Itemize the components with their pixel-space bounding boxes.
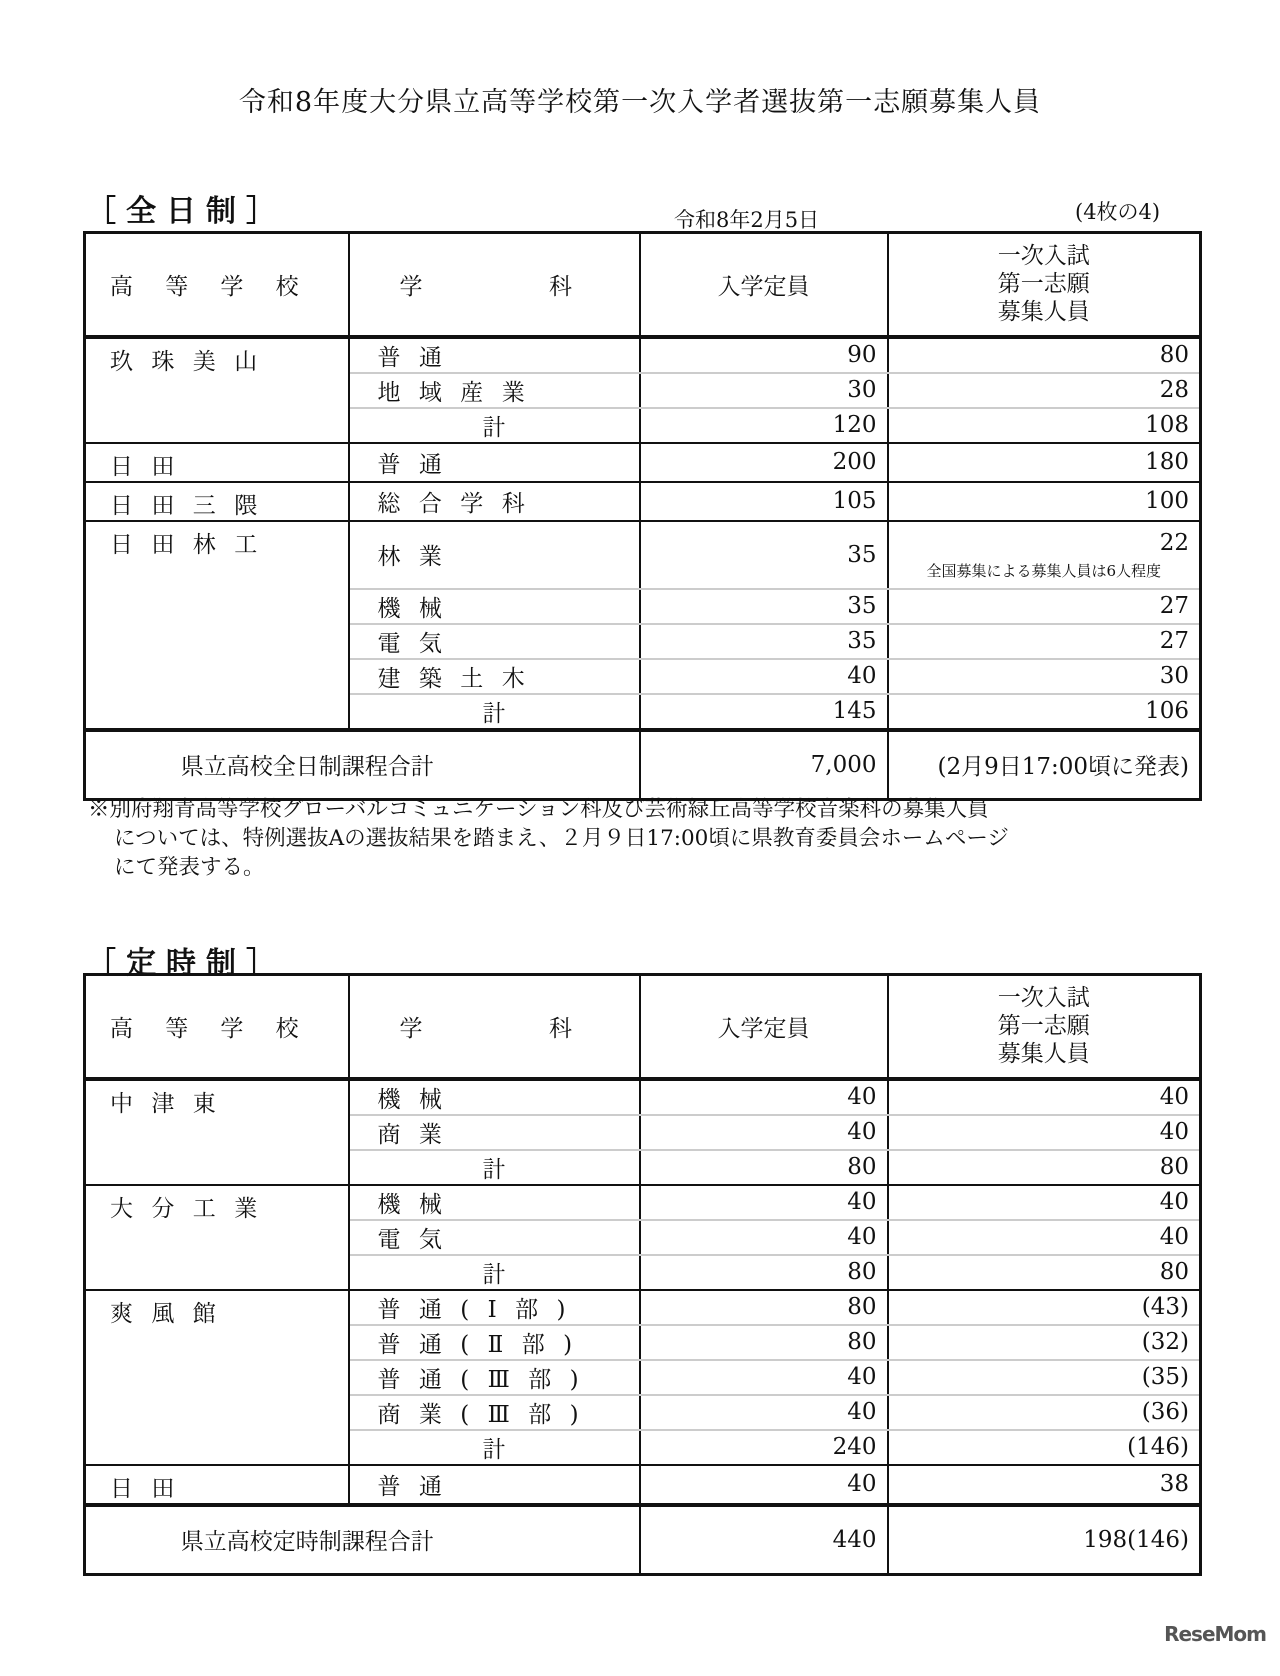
school-name: 玖珠美山 — [110, 348, 276, 375]
recruit-cell — [888, 1465, 1201, 1505]
header-recruit — [888, 233, 1201, 337]
recruit-value: 28 — [1159, 377, 1189, 403]
capacity-value: 40 — [640, 1360, 888, 1395]
table-row — [85, 1465, 1201, 1505]
recruit-cell — [888, 1325, 1201, 1360]
document-date: 令和8年2月5日 — [674, 208, 820, 232]
header-row — [85, 975, 1201, 1079]
subject-name: 普通 — [377, 451, 461, 478]
subject-name: 総合学科 — [377, 490, 544, 517]
recruit-value: 106 — [1145, 698, 1189, 724]
subject-name: 機械 — [377, 1191, 461, 1218]
subject-name: 建築土木 — [377, 665, 544, 692]
part-time-heading: ［定時制］ — [86, 946, 286, 981]
school-name: 日田三隈 — [110, 492, 276, 519]
recruit-cell — [888, 408, 1201, 443]
header-school — [85, 233, 349, 337]
subject-name: 林業 — [377, 544, 461, 570]
recruit-value: 27 — [1159, 628, 1189, 654]
recruit-value: 22 — [1159, 530, 1189, 556]
subject-name: 電気 — [377, 1226, 461, 1253]
recruit-value: (32) — [1141, 1329, 1189, 1355]
school-name-cell — [85, 443, 349, 482]
capacity-value: 105 — [640, 482, 888, 521]
header-recruit-line: 募集人員 — [997, 299, 1090, 326]
school-name-cell — [85, 1079, 349, 1185]
recruit-cell — [888, 337, 1201, 373]
recruit-value: 80 — [1159, 1154, 1189, 1180]
recruit-value: (146) — [1127, 1434, 1189, 1460]
recruit-value: (35) — [1141, 1364, 1189, 1390]
subject-cell — [349, 373, 640, 408]
header-recruit-line: 第一志願 — [997, 1013, 1090, 1040]
header-capacity: 入学定員 — [640, 975, 888, 1079]
recruit-value: 38 — [1159, 1471, 1189, 1497]
subject-cell — [349, 1079, 640, 1115]
header-school — [85, 975, 349, 1079]
subject-cell — [349, 694, 640, 730]
subject-name: 機械 — [377, 1086, 461, 1113]
recruit-cell — [888, 1079, 1201, 1115]
school-name-cell — [85, 482, 349, 521]
school-name: 爽風館 — [110, 1300, 235, 1327]
recruit-cell — [888, 1395, 1201, 1430]
header-school-label: 高等学校 — [110, 273, 331, 300]
subject-name: 地域産業 — [377, 379, 544, 406]
subject-name: 普通 — [377, 344, 461, 371]
full-time-heading: ［全日制］ — [86, 194, 286, 229]
school-name: 日田 — [110, 1475, 193, 1502]
recruit-cell — [888, 1185, 1201, 1220]
subject-name: 商業 — [377, 1121, 461, 1148]
header-subject — [349, 975, 699, 1079]
grand-total-row — [85, 730, 1201, 800]
recruit-cell — [888, 1255, 1201, 1290]
subject-name: 普通(Ⅱ部) — [377, 1331, 591, 1358]
recruit-cell — [888, 1150, 1201, 1185]
school-name-cell — [85, 521, 349, 730]
school-name: 日田林工 — [110, 531, 276, 558]
capacity-value: 80 — [640, 1290, 888, 1325]
footnote-line: については、特例選抜Aの選抜結果を踏まえ、２月９日17:00頃に県教育委員会ホームページ — [114, 826, 1009, 851]
subject-cell — [349, 443, 640, 482]
capacity-value: 40 — [640, 1465, 888, 1505]
grand-total-label: 県立高校定時制課程合計 — [85, 1505, 640, 1575]
full-time-table — [83, 231, 1202, 801]
table-row — [85, 1290, 1201, 1325]
capacity-value: 80 — [640, 1150, 888, 1185]
recruit-value: 40 — [1159, 1224, 1189, 1250]
recruit-cell — [888, 659, 1201, 694]
resemom-logo: ReseMom — [1164, 1622, 1266, 1646]
table-row — [85, 482, 1201, 521]
capacity-value: 40 — [640, 1079, 888, 1115]
recruit-cell — [888, 589, 1201, 624]
subject-name: 電気 — [377, 630, 461, 657]
subject-cell — [349, 1220, 640, 1255]
part-time-table — [83, 973, 1202, 1576]
recruit-cell — [888, 1430, 1201, 1465]
header-school-label: 高等学校 — [110, 1015, 331, 1042]
table-row — [85, 443, 1201, 482]
footnote-line: にて発表する。 — [114, 855, 265, 880]
footnote — [88, 795, 1198, 882]
school-name: 大分工業 — [110, 1195, 276, 1222]
table-row — [85, 521, 1201, 589]
recruit-value: 108 — [1145, 412, 1189, 438]
subject-cell — [349, 1325, 640, 1360]
grand-total-label: 県立高校全日制課程合計 — [85, 730, 640, 800]
subject-cell — [349, 589, 640, 624]
recruit-value: (43) — [1141, 1294, 1189, 1320]
capacity-value: 40 — [640, 1220, 888, 1255]
header-capacity: 入学定員 — [640, 233, 888, 337]
grand-total-capacity: 440 — [640, 1505, 888, 1575]
subject-cell — [349, 408, 640, 443]
header-recruit-line: 第一志願 — [997, 271, 1090, 298]
recruit-note: 全国募集による募集人員は6人程度 — [926, 562, 1162, 580]
capacity-value: 40 — [640, 659, 888, 694]
capacity-value: 40 — [640, 1185, 888, 1220]
subject-name: 普通 — [377, 1473, 461, 1500]
grand-total-recruit: (2月9日17:00頃に発表) — [888, 730, 1201, 800]
recruit-cell — [888, 1220, 1201, 1255]
table-row — [85, 337, 1201, 373]
document-title: 令和8年度大分県立高等学校第一次入学者選抜第一志願募集人員 — [238, 87, 1042, 118]
capacity-value: 80 — [640, 1255, 888, 1290]
header-recruit-line: 一次入試 — [997, 985, 1090, 1012]
recruit-value: 80 — [1159, 342, 1189, 368]
recruit-cell — [888, 373, 1201, 408]
school-name-cell — [85, 1465, 349, 1505]
recruit-cell — [888, 443, 1201, 482]
grand-total-row — [85, 1505, 1201, 1575]
recruit-value: (36) — [1141, 1399, 1189, 1425]
grand-total-recruit: 198(146) — [888, 1505, 1201, 1575]
recruit-value: 40 — [1159, 1119, 1189, 1145]
subject-cell — [349, 482, 640, 521]
header-subject-label: 学科 — [399, 273, 699, 300]
recruit-cell — [888, 1290, 1201, 1325]
subject-cell — [349, 659, 640, 694]
recruit-cell — [888, 1360, 1201, 1395]
page-number: (4枚の4) — [1075, 200, 1161, 224]
subject-name: 普通(Ⅰ部) — [377, 1296, 584, 1323]
capacity-value: 240 — [640, 1430, 888, 1465]
header-subject-label: 学科 — [399, 1015, 699, 1042]
capacity-value: 35 — [640, 589, 888, 624]
subject-cell — [349, 521, 640, 589]
subject-cell — [349, 1255, 640, 1290]
capacity-value: 90 — [640, 337, 888, 373]
school-name-cell — [85, 337, 349, 443]
subject-cell — [349, 624, 640, 659]
capacity-value: 145 — [640, 694, 888, 730]
recruit-value: 30 — [1159, 663, 1189, 689]
footnote-line: ※別府翔青高等学校グローバルコミュニケーション科及び芸術緑丘高等学校音楽科の募集人員 — [88, 797, 989, 822]
table-row — [85, 1185, 1201, 1220]
header-row — [85, 233, 1201, 337]
recruit-value: 40 — [1159, 1084, 1189, 1110]
header-recruit-line: 募集人員 — [997, 1041, 1090, 1068]
subtotal-label: 計 — [482, 1436, 506, 1463]
recruit-cell — [888, 624, 1201, 659]
header-recruit-line: 一次入試 — [997, 243, 1090, 270]
capacity-value: 30 — [640, 373, 888, 408]
subject-cell — [349, 1465, 640, 1505]
school-name-cell — [85, 1185, 349, 1290]
subject-name: 機械 — [377, 595, 461, 622]
recruit-value: 40 — [1159, 1189, 1189, 1215]
subject-cell — [349, 1290, 640, 1325]
subtotal-label: 計 — [482, 700, 506, 727]
recruit-value: 180 — [1145, 449, 1189, 475]
capacity-value: 80 — [640, 1325, 888, 1360]
subject-cell — [349, 1430, 640, 1465]
capacity-value: 40 — [640, 1395, 888, 1430]
subtotal-label: 計 — [482, 1261, 506, 1288]
table-row — [85, 1079, 1201, 1115]
recruit-value: 27 — [1159, 593, 1189, 619]
grand-total-capacity: 7,000 — [640, 730, 888, 800]
school-name: 日田 — [110, 453, 193, 480]
header-recruit — [888, 975, 1201, 1079]
subject-name: 普通(Ⅲ部) — [377, 1366, 598, 1393]
subject-cell — [349, 1395, 640, 1430]
subject-cell — [349, 337, 640, 373]
recruit-value: 100 — [1145, 488, 1189, 514]
subject-cell — [349, 1115, 640, 1150]
header-subject — [349, 233, 699, 337]
subtotal-label: 計 — [482, 414, 506, 441]
recruit-cell — [888, 1115, 1201, 1150]
recruit-value: 80 — [1159, 1259, 1189, 1285]
capacity-value: 40 — [640, 1115, 888, 1150]
recruit-cell — [888, 694, 1201, 730]
subject-cell — [349, 1185, 640, 1220]
subtotal-label: 計 — [482, 1156, 506, 1183]
capacity-value: 120 — [640, 408, 888, 443]
subject-cell — [349, 1360, 640, 1395]
recruit-cell — [888, 521, 1201, 589]
school-name: 中津東 — [110, 1090, 235, 1117]
recruit-cell — [888, 482, 1201, 521]
capacity-value: 200 — [640, 443, 888, 482]
capacity-value: 35 — [640, 624, 888, 659]
subject-cell — [349, 1150, 640, 1185]
subject-name: 商業(Ⅲ部) — [377, 1401, 598, 1428]
capacity-value: 35 — [640, 521, 888, 589]
school-name-cell — [85, 1290, 349, 1465]
